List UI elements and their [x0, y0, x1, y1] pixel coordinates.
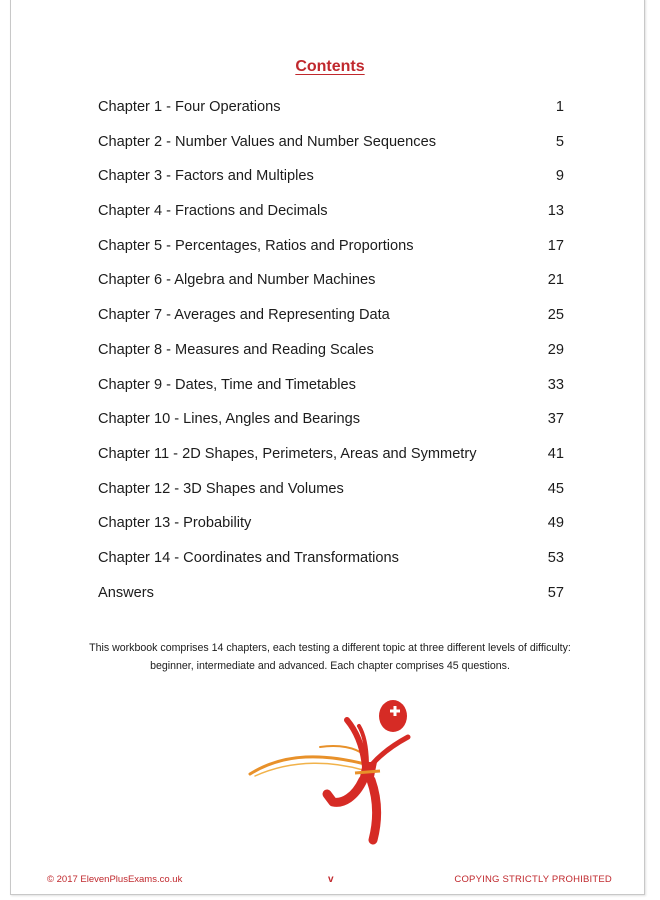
footer-notice: COPYING STRICTLY PROHIBITED: [454, 874, 612, 885]
footer-page-number: v: [328, 874, 334, 885]
toc-entry-page: 29: [547, 341, 564, 358]
running-figure-logo-icon: [245, 692, 435, 847]
workbook-description: This workbook comprises 14 chapters, each testing a different topic at three different levels of difficulty: beginner, intermediate and advanced. Each chapter comprises 45 questions.: [89, 642, 571, 672]
toc-entry-page: 17: [547, 237, 564, 254]
toc-entry-label: Chapter 2 - Number Values and Number Sequences: [98, 133, 437, 150]
toc-entry-page: 57: [547, 584, 564, 601]
toc-entry-label: Chapter 11 - 2D Shapes, Perimeters, Areas and Symmetry: [98, 445, 477, 462]
footer-copyright: © 2017 ElevenPlusExams.co.uk: [47, 874, 183, 885]
toc-entry-page: 1: [555, 99, 564, 115]
toc-entry[interactable]: [98, 408, 564, 443]
toc-entry-label: Chapter 7 - Averages and Representing Data: [98, 307, 390, 324]
toc-entry-page: 53: [547, 549, 564, 566]
toc-entry-page: 37: [547, 411, 564, 428]
toc-entry[interactable]: [98, 131, 564, 166]
toc-entry[interactable]: [98, 165, 564, 200]
toc-entry[interactable]: [98, 96, 564, 131]
toc-entry-label: Chapter 12 - 3D Shapes and Volumes: [98, 480, 344, 497]
toc-entry-label: Chapter 10 - Lines, Angles and Bearings: [98, 411, 361, 428]
toc-entry[interactable]: [98, 339, 564, 374]
toc-entry-page: 33: [547, 376, 564, 393]
toc-entry[interactable]: [98, 235, 564, 270]
toc-entry-page: 13: [547, 203, 564, 220]
toc-entry[interactable]: [98, 443, 564, 478]
toc-entry-page: 5: [555, 133, 564, 150]
toc-entry[interactable]: [98, 269, 564, 304]
toc-entry-label: Chapter 9 - Dates, Time and Timetables: [98, 376, 356, 393]
toc-entry-label: Chapter 3 - Factors and Multiples: [98, 168, 314, 185]
toc-entry-page: 21: [547, 272, 564, 289]
toc-entry-label: Chapter 14 - Coordinates and Transformations: [98, 549, 399, 566]
table-of-contents: [98, 96, 564, 616]
page-title: Contents: [295, 58, 365, 75]
toc-entry[interactable]: [98, 547, 564, 582]
toc-entry[interactable]: [98, 304, 564, 339]
toc-entry-page: 41: [547, 445, 564, 462]
toc-entry-page: 9: [555, 168, 564, 185]
toc-entry-label: Chapter 5 - Percentages, Ratios and Proportions: [98, 237, 414, 254]
toc-entry[interactable]: [98, 374, 564, 409]
toc-entry[interactable]: [98, 582, 564, 617]
toc-entry-page: 45: [547, 480, 564, 497]
toc-entry[interactable]: [98, 478, 564, 513]
toc-entry-label: Answers: [98, 584, 154, 601]
toc-entry[interactable]: [98, 200, 564, 235]
toc-entry-label: Chapter 13 - Probability: [98, 515, 252, 532]
toc-entry-label: Chapter 4 - Fractions and Decimals: [98, 203, 328, 220]
toc-entry-page: 49: [547, 515, 564, 532]
toc-entry-label: Chapter 8 - Measures and Reading Scales: [98, 341, 374, 358]
toc-entry-page: 25: [547, 307, 564, 324]
toc-entry-label: Chapter 1 - Four Operations: [98, 99, 281, 115]
toc-entry[interactable]: [98, 512, 564, 547]
toc-entry-label: Chapter 6 - Algebra and Number Machines: [98, 272, 376, 289]
